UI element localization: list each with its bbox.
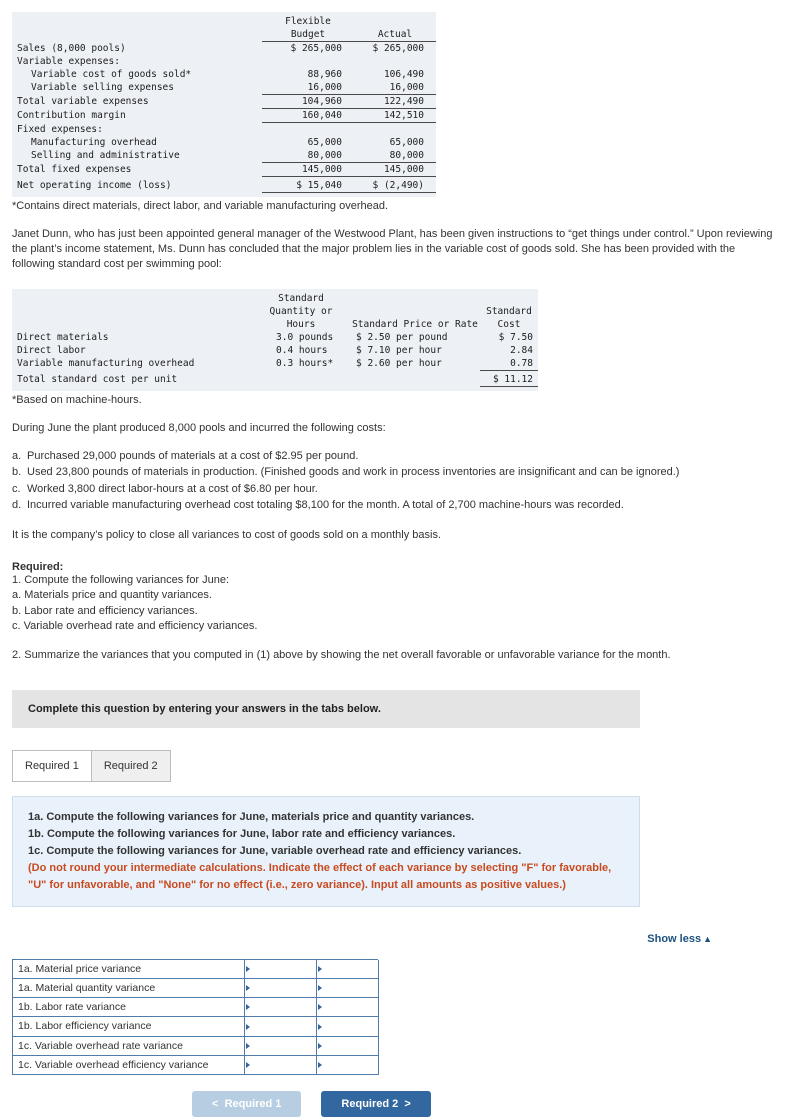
variance-amount-input[interactable] bbox=[245, 1037, 316, 1055]
variance-label: 1a. Material price variance bbox=[13, 960, 245, 979]
actual-value: 80,000 bbox=[354, 149, 436, 163]
rate-value: $ 7.10 per hour bbox=[356, 344, 442, 356]
actual-value: $ (2,490) bbox=[354, 179, 436, 193]
col-header-budget: Budget bbox=[262, 28, 354, 42]
list-marker: b. bbox=[12, 466, 22, 479]
table-row bbox=[12, 109, 436, 123]
rate-value: $ 2.50 per pound bbox=[356, 331, 448, 343]
budget-value: 160,040 bbox=[262, 109, 354, 123]
next-button-label: Required 2 bbox=[341, 1097, 399, 1110]
variance-amount-input[interactable] bbox=[245, 1017, 316, 1035]
variance-amount-input[interactable] bbox=[245, 960, 316, 978]
variance-label: 1b. Labor efficiency variance bbox=[13, 1017, 245, 1036]
cell-marker-icon bbox=[318, 966, 322, 972]
actual-value: 145,000 bbox=[354, 163, 436, 177]
cell-marker-icon bbox=[246, 985, 250, 991]
list-item-text: Used 23,800 pounds of materials in production. (Finished goods and work in process inventories are insignificant and can be ignored.) bbox=[27, 466, 680, 479]
actual-value: 122,490 bbox=[354, 95, 436, 109]
variance-effect-input[interactable] bbox=[317, 1017, 378, 1035]
col-header-cost: Standard Cost bbox=[486, 305, 532, 330]
table-row bbox=[12, 179, 436, 193]
table-row bbox=[12, 42, 436, 55]
prev-button-label: Required 1 bbox=[224, 1097, 282, 1110]
variance-answer-table bbox=[12, 959, 378, 1075]
row-label: Total standard cost per unit bbox=[17, 373, 178, 385]
actual-value: 65,000 bbox=[389, 137, 424, 148]
row-label: Sales (8,000 pools) bbox=[17, 43, 126, 54]
actual-value: $ 265,000 bbox=[372, 43, 424, 54]
row-label: Direct labor bbox=[17, 344, 86, 356]
table-row bbox=[12, 357, 538, 371]
variance-amount-cell bbox=[245, 1037, 317, 1056]
next-required-button[interactable] bbox=[321, 1091, 430, 1117]
variance-effect-cell bbox=[317, 1017, 379, 1036]
table-row bbox=[13, 1017, 378, 1036]
budget-value: 16,000 bbox=[262, 81, 354, 95]
row-label: Selling and administrative bbox=[31, 150, 180, 161]
cell-marker-icon bbox=[318, 1024, 322, 1030]
cell-marker-icon bbox=[246, 1024, 250, 1030]
june-cost-list bbox=[12, 449, 775, 513]
table-row bbox=[13, 1056, 378, 1075]
row-label: Net operating income (loss) bbox=[17, 180, 172, 191]
variance-label: 1a. Material quantity variance bbox=[13, 979, 245, 998]
variance-amount-cell bbox=[245, 1017, 317, 1036]
list-marker: d. bbox=[12, 499, 22, 512]
actual-value: 106,490 bbox=[383, 69, 424, 80]
income-statement-table bbox=[12, 12, 436, 197]
tab-required-1[interactable]: Required 1 bbox=[12, 750, 92, 782]
cost-value: $ 7.50 bbox=[498, 331, 533, 343]
budget-value: $ 15,040 bbox=[262, 179, 354, 193]
table-row bbox=[13, 1037, 378, 1056]
standard-cost-footnote: *Based on machine-hours. bbox=[12, 393, 142, 406]
variance-label: 1b. Labor rate variance bbox=[13, 998, 245, 1017]
policy-note: It is the company’s policy to close all variances to cost of goods sold on a monthly basis. bbox=[12, 528, 442, 541]
required-item-1: 1. Compute the following variances for June: bbox=[12, 573, 230, 586]
cell-marker-icon bbox=[246, 1043, 250, 1049]
quantity-value: 0.3 hours* bbox=[276, 357, 334, 369]
table-row bbox=[12, 149, 436, 163]
rate-value: $ 2.60 per hour bbox=[356, 357, 442, 369]
nav-buttons bbox=[192, 1091, 775, 1117]
list-item-text: Incurred variable manufacturing overhead cost totaling $8,100 for the month. A total of 2,700 machine-hours was recorded. bbox=[27, 499, 624, 512]
row-label: Direct materials bbox=[17, 331, 109, 343]
table-row bbox=[12, 81, 436, 95]
row-label: Total fixed expenses bbox=[17, 164, 132, 175]
caret-up-icon: ▲ bbox=[703, 934, 712, 945]
variance-label: 1c. Variable overhead efficiency variance bbox=[13, 1056, 245, 1075]
cost-value: $ 11.12 bbox=[480, 373, 538, 387]
list-marker: a. bbox=[12, 449, 22, 462]
cell-marker-icon bbox=[318, 1062, 322, 1068]
list-item bbox=[12, 498, 775, 513]
table-row bbox=[12, 123, 436, 136]
list-item bbox=[12, 482, 775, 497]
intro-paragraph: Janet Dunn, who has just been appointed general manager of the Westwood Plant, has been given instructions to “get things under control.” Upon reviewing the plant’s income statement, Ms. Dunn has concluded that the major problem lies in the variable cost of goods sold. She has been provided with the following standard cost per swimming pool: bbox=[12, 228, 773, 271]
table-header-row bbox=[12, 28, 436, 42]
table-row bbox=[12, 163, 436, 177]
row-label: Variable manufacturing overhead bbox=[17, 357, 195, 369]
list-item-text: Purchased 29,000 pounds of materials at a cost of $2.95 per pound. bbox=[27, 449, 359, 462]
variance-effect-input[interactable] bbox=[317, 998, 378, 1016]
list-item bbox=[12, 449, 775, 464]
table-row bbox=[12, 55, 436, 68]
variance-amount-input[interactable] bbox=[245, 979, 316, 997]
cost-value: 2.84 bbox=[510, 344, 533, 356]
variance-amount-cell bbox=[245, 979, 317, 998]
list-item bbox=[12, 465, 775, 480]
tab-required-2[interactable]: Required 2 bbox=[92, 750, 171, 782]
table-row bbox=[12, 68, 436, 81]
cell-marker-icon bbox=[318, 1004, 322, 1010]
instruction-line-1a: 1a. Compute the following variances for June, materials price and quantity variances. bbox=[28, 810, 475, 823]
table-row bbox=[12, 344, 538, 357]
table-row bbox=[13, 979, 378, 998]
income-statement-footnote: *Contains direct materials, direct labor, and variable manufacturing overhead. bbox=[12, 200, 389, 212]
row-label: Contribution margin bbox=[17, 110, 126, 121]
variance-effect-cell bbox=[317, 960, 379, 979]
budget-value: 65,000 bbox=[307, 137, 342, 148]
variance-effect-input[interactable] bbox=[317, 979, 378, 997]
cell-marker-icon bbox=[318, 1043, 322, 1049]
prev-required-button[interactable] bbox=[192, 1091, 301, 1117]
variance-effect-cell bbox=[317, 979, 379, 998]
row-label: Total variable expenses bbox=[17, 96, 149, 107]
row-label: Variable cost of goods sold* bbox=[31, 69, 192, 80]
standard-cost-table bbox=[12, 289, 538, 391]
table-header-row bbox=[12, 292, 538, 331]
budget-value: 88,960 bbox=[307, 69, 342, 80]
variance-amount-cell bbox=[245, 960, 317, 979]
row-label: Variable selling expenses bbox=[31, 82, 174, 93]
variance-effect-cell bbox=[317, 998, 379, 1017]
variance-amount-input[interactable] bbox=[245, 998, 316, 1016]
variance-effect-input[interactable] bbox=[317, 1056, 378, 1074]
required-heading: Required: bbox=[12, 560, 64, 573]
list-marker: c. bbox=[12, 482, 21, 495]
chevron-left-icon: < bbox=[212, 1097, 219, 1110]
row-label: Variable expenses: bbox=[17, 56, 120, 67]
row-label: Fixed expenses: bbox=[17, 124, 103, 135]
show-less-toggle[interactable] bbox=[12, 933, 712, 945]
cell-marker-icon bbox=[318, 985, 322, 991]
variance-amount-cell bbox=[245, 998, 317, 1017]
table-row bbox=[13, 998, 378, 1017]
budget-value: 145,000 bbox=[262, 163, 354, 177]
list-item-text: Worked 3,800 direct labor-hours at a cost of $6.80 per hour. bbox=[27, 482, 318, 495]
cell-marker-icon bbox=[246, 1062, 250, 1068]
instruction-line-1c: 1c. Compute the following variances for June, variable overhead rate and efficiency variances. bbox=[28, 844, 522, 857]
instruction-line-1b: 1b. Compute the following variances for June, labor rate and efficiency variances. bbox=[28, 827, 456, 840]
cell-marker-icon bbox=[246, 1004, 250, 1010]
variance-amount-input[interactable] bbox=[245, 1056, 316, 1074]
budget-value: 104,960 bbox=[262, 95, 354, 109]
required-item-1a: a. Materials price and quantity variances. bbox=[12, 589, 212, 602]
col-header-rate: Standard Price or Rate bbox=[352, 318, 478, 330]
actual-value: 142,510 bbox=[354, 109, 436, 123]
instruction-panel bbox=[12, 796, 640, 907]
table-header-row bbox=[12, 15, 436, 28]
variance-amount-cell bbox=[245, 1056, 317, 1075]
cost-value: 0.78 bbox=[480, 357, 538, 371]
col-header-quantity: Standard Quantity or Hours bbox=[269, 292, 333, 330]
table-row bbox=[12, 373, 538, 387]
table-row bbox=[12, 331, 538, 344]
answer-tabs bbox=[12, 750, 775, 782]
variance-effect-input[interactable] bbox=[317, 1037, 378, 1055]
quantity-value: 3.0 pounds bbox=[276, 331, 334, 343]
table-row bbox=[12, 136, 436, 149]
variance-effect-cell bbox=[317, 1037, 379, 1056]
budget-value: 80,000 bbox=[262, 149, 354, 163]
chevron-right-icon: > bbox=[404, 1097, 411, 1110]
table-row bbox=[13, 960, 378, 979]
budget-value: $ 265,000 bbox=[290, 43, 342, 54]
variance-effect-cell bbox=[317, 1056, 379, 1075]
quantity-value: 0.4 hours bbox=[276, 344, 328, 356]
variance-effect-input[interactable] bbox=[317, 960, 378, 978]
row-label: Manufacturing overhead bbox=[31, 137, 157, 148]
actual-value: 16,000 bbox=[354, 81, 436, 95]
required-item-1b: b. Labor rate and efficiency variances. bbox=[12, 604, 198, 617]
instruction-warning-note: (Do not round your intermediate calculations. Indicate the effect of each variance by selecting "F" for favorable, "U" for unfavorable, and "None" for no effect (i.e., zero variance). Input all amounts as positive values.) bbox=[28, 862, 612, 892]
required-item-2: 2. Summarize the variances that you computed in (1) above by showing the net overall favorable or unfavorable variance for the month. bbox=[12, 649, 671, 662]
col-header-flexible: Flexible bbox=[285, 16, 331, 27]
cell-marker-icon bbox=[246, 966, 250, 972]
variance-label: 1c. Variable overhead rate variance bbox=[13, 1037, 245, 1056]
complete-question-banner: Complete this question by entering your answers in the tabs below. bbox=[12, 690, 640, 728]
show-less-label: Show less bbox=[647, 933, 702, 946]
required-item-1c: c. Variable overhead rate and efficiency variances. bbox=[12, 620, 258, 633]
col-header-actual: Actual bbox=[354, 28, 436, 42]
june-intro: During June the plant produced 8,000 pools and incurred the following costs: bbox=[12, 421, 386, 434]
table-row bbox=[12, 95, 436, 109]
